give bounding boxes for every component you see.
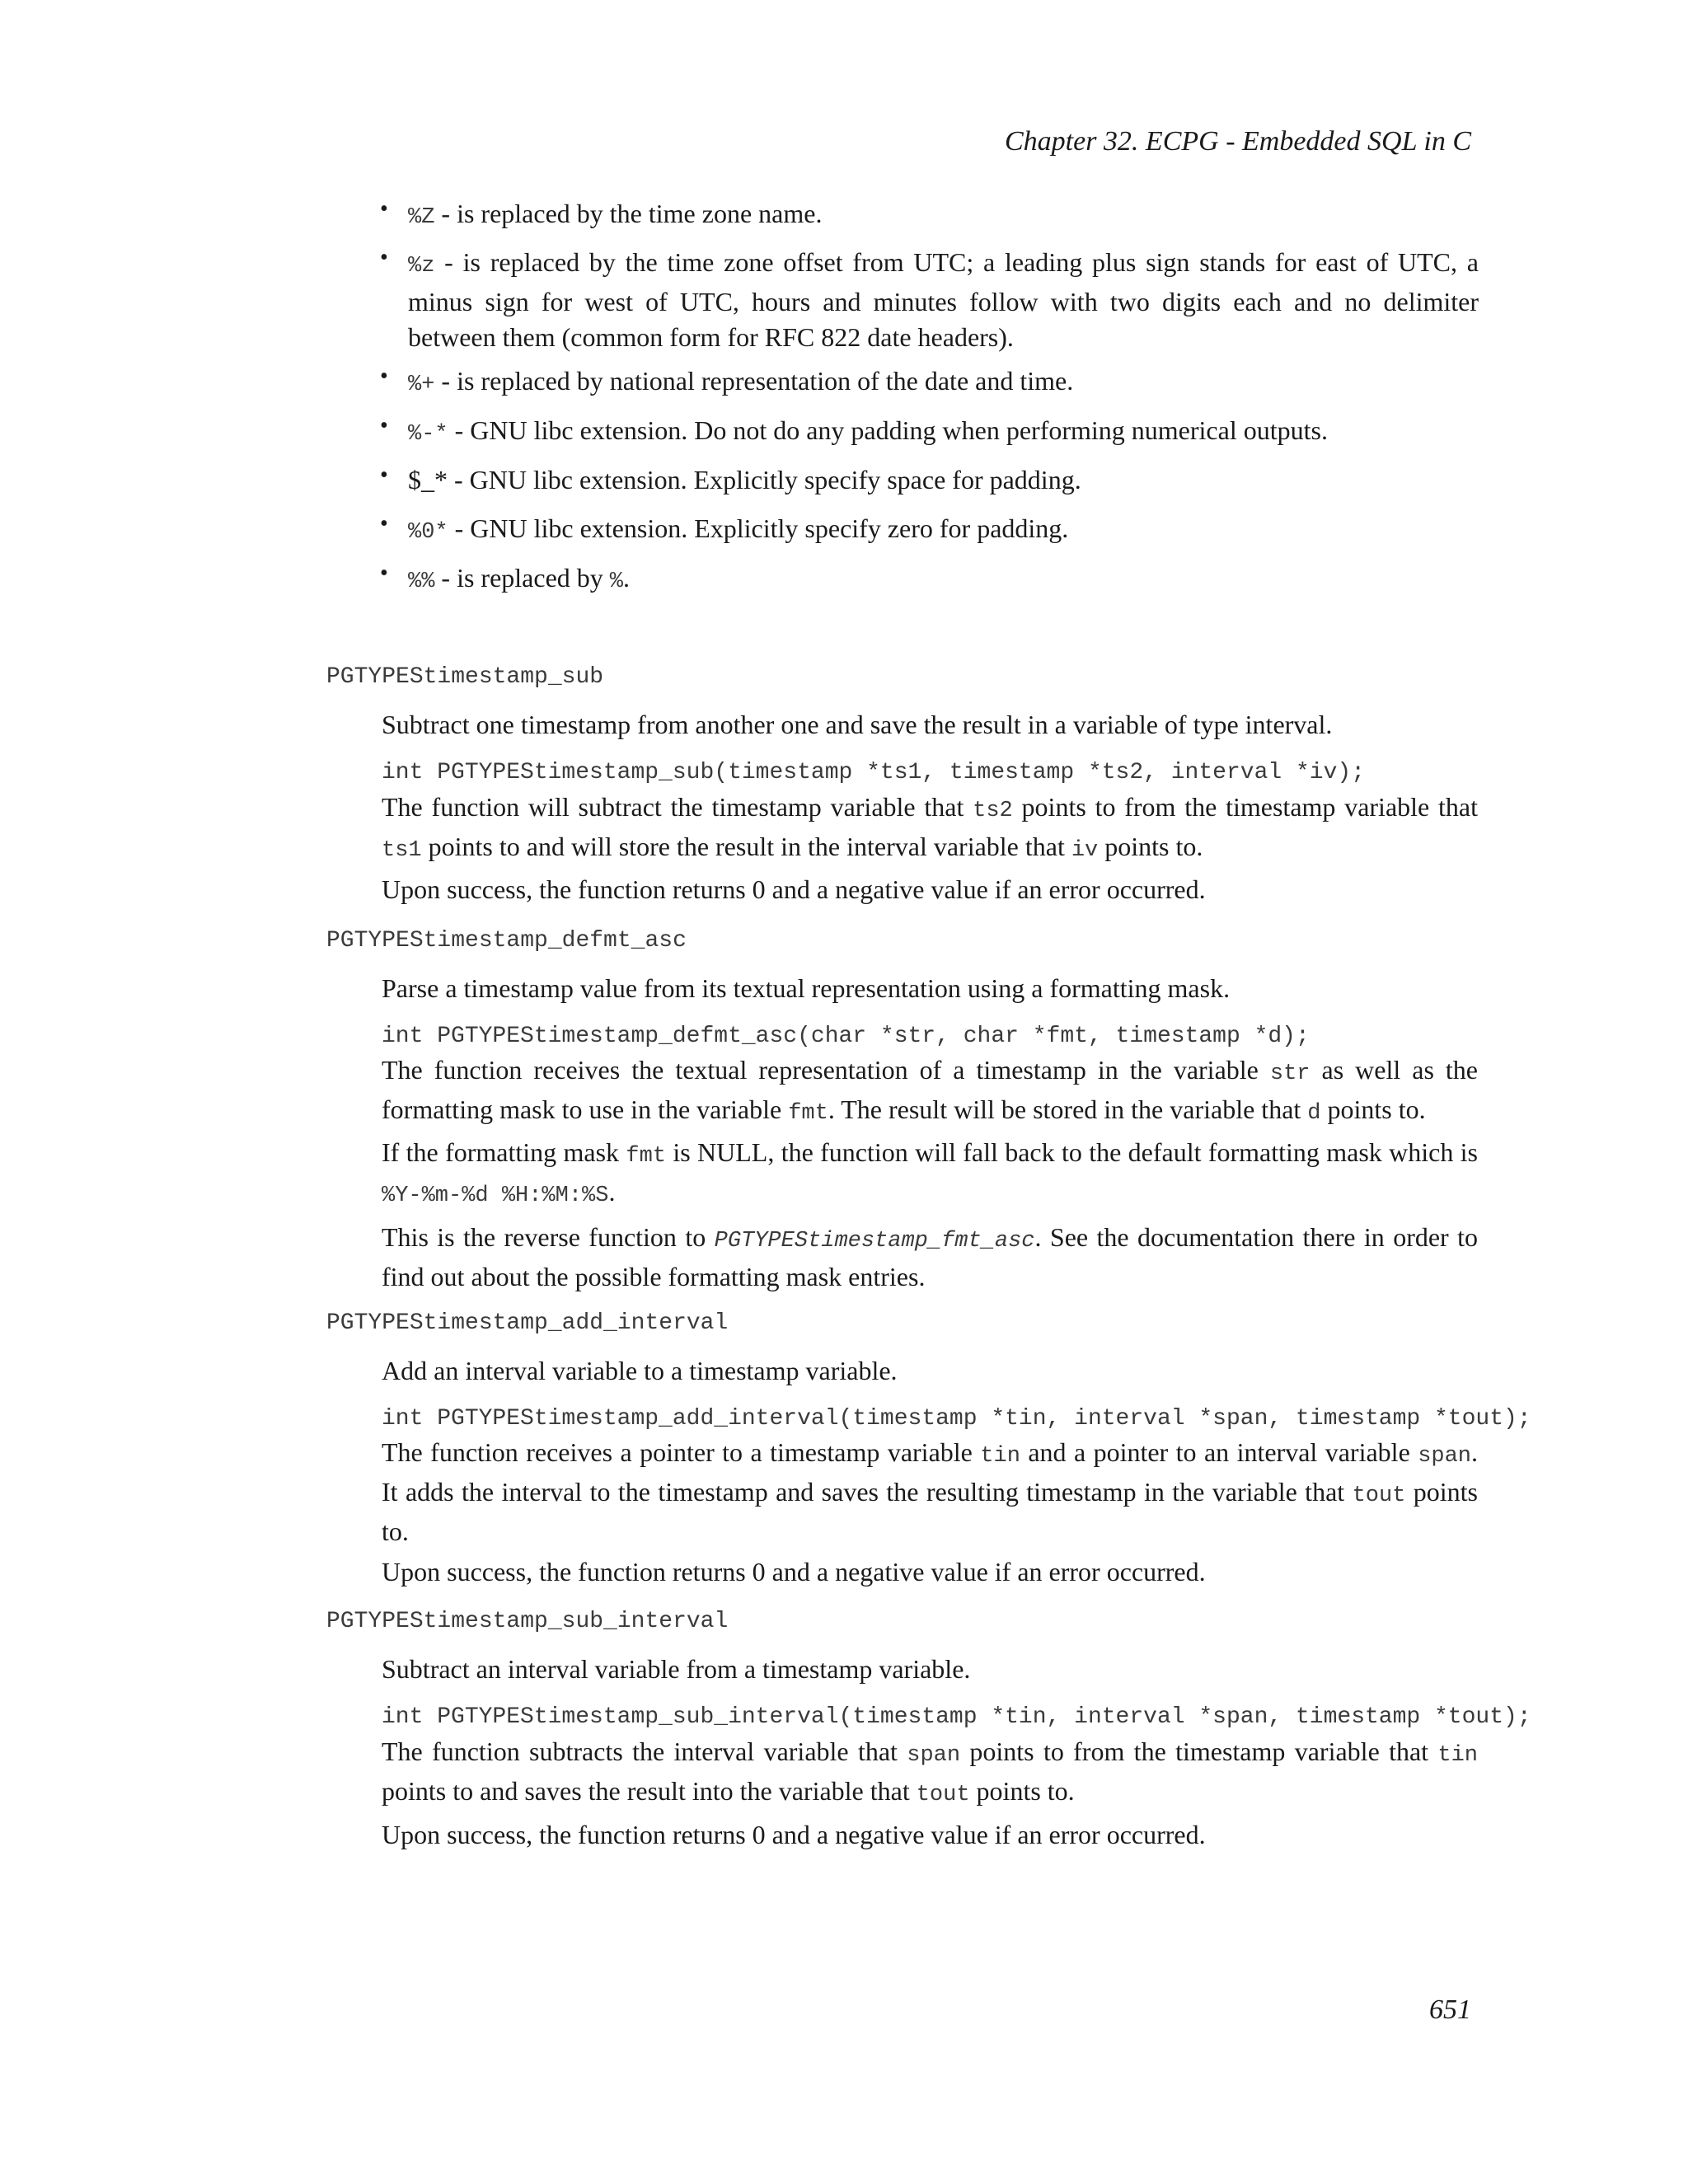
text-run: . — [608, 1177, 616, 1207]
list-item-text: - is replaced by the time zone name. — [434, 199, 823, 228]
parameter-code: tin — [980, 1444, 1020, 1469]
function-summary: Subtract an interval variable from a timestamp variable. — [382, 1654, 971, 1684]
text-run: The function subtracts the interval variable that — [382, 1736, 907, 1766]
parameter-code: span — [907, 1743, 961, 1768]
text-run: This is the reverse function to — [382, 1222, 715, 1252]
text-run: is NULL, the function will fall back to the default formatting mask which is — [666, 1137, 1479, 1167]
function-description — [382, 1052, 1478, 1132]
function-note — [382, 1220, 1478, 1295]
function-description — [382, 1734, 1478, 1813]
function-synopsis: int PGTYPEStimestamp_sub_interval(timestamp *tin, interval *span, timestamp *tout); — [382, 1704, 1531, 1730]
text-run: If the formatting mask — [382, 1137, 626, 1167]
cross-reference-link[interactable]: PGTYPEStimestamp_fmt_asc — [714, 1229, 1035, 1254]
text-run: The function receives the textual representation of a timestamp in the variable — [382, 1055, 1270, 1085]
parameter-code: span — [1418, 1444, 1472, 1469]
bullet-icon: • — [380, 511, 388, 537]
list-item-text: . — [622, 563, 630, 593]
text-run: and a pointer to an interval variable — [1020, 1437, 1418, 1467]
format-code: %z — [408, 254, 435, 279]
text-run: . See the documentation there in order to find out about the possible formatting mask entries. — [382, 1222, 1479, 1291]
text-run: points to. — [1098, 832, 1203, 861]
parameter-code: d — [1307, 1101, 1321, 1126]
bullet-icon: • — [380, 245, 388, 270]
parameter-code: ts2 — [973, 799, 1013, 823]
text-run: as well as the formatting mask to use in the variable — [382, 1055, 1478, 1124]
function-return-note: Upon success, the function returns 0 and a negative value if an error occurred. — [382, 1557, 1206, 1586]
text-run: points to from the timestamp variable that — [960, 1736, 1438, 1766]
text-run: . The result will be stored in the variable that — [828, 1094, 1308, 1124]
text-run: The function will subtract the timestamp variable that — [382, 792, 973, 822]
text-run: points to from the timestamp variable that — [1012, 792, 1478, 822]
bullet-icon: • — [380, 196, 388, 222]
function-term: PGTYPEStimestamp_sub — [326, 664, 604, 690]
parameter-code: tout — [1352, 1483, 1406, 1508]
parameter-code: fmt — [626, 1144, 667, 1169]
format-code: %-* — [408, 422, 448, 447]
text-run: points to. — [1320, 1094, 1426, 1124]
text-run: points to and saves the result into the variable that — [382, 1776, 917, 1806]
function-return-note: Upon success, the function returns 0 and a negative value if an error occurred. — [382, 874, 1206, 904]
parameter-code: ts1 — [382, 838, 422, 863]
text-run: points to. — [969, 1776, 1075, 1806]
function-return-note: Upon success, the function returns 0 and a negative value if an error occurred. — [382, 1820, 1206, 1849]
parameter-code: fmt — [788, 1101, 828, 1126]
format-code: %Z — [408, 205, 435, 230]
format-code: %0* — [408, 520, 448, 545]
function-synopsis: int PGTYPEStimestamp_sub(timestamp *ts1, timestamp *ts2, interval *iv); — [382, 760, 1365, 785]
list-item-text: $_* - GNU libc extension. Explicitly specify space for padding. — [408, 465, 1081, 494]
function-term: PGTYPEStimestamp_defmt_asc — [326, 928, 687, 954]
function-note — [382, 1135, 1478, 1214]
parameter-code: tout — [916, 1783, 970, 1807]
format-code: % — [609, 569, 623, 594]
function-term: PGTYPEStimestamp_add_interval — [326, 1310, 729, 1336]
list-item-text: - is replaced by — [434, 563, 610, 593]
bullet-icon: • — [380, 363, 388, 389]
text-run: . It adds the interval to the timestamp and saves the resulting timestamp in the variable that — [382, 1437, 1479, 1507]
format-code: %% — [408, 569, 435, 594]
text-run: points to and will store the result in the interval variable that — [421, 832, 1071, 861]
format-code: %+ — [408, 373, 435, 397]
list-item-text: - GNU libc extension. Explicitly specify zero for padding. — [448, 513, 1069, 543]
text-run: points to. — [382, 1477, 1479, 1546]
page-number: 651 — [1429, 1994, 1471, 2025]
function-term: PGTYPEStimestamp_sub_interval — [326, 1609, 729, 1634]
function-summary: Subtract one timestamp from another one and save the result in a variable of type interval. — [382, 710, 1333, 739]
parameter-code: tin — [1437, 1743, 1479, 1768]
text-run: The function receives a pointer to a timestamp variable — [382, 1437, 981, 1467]
parameter-code: str — [1269, 1062, 1311, 1086]
parameter-code: iv — [1071, 838, 1099, 863]
list-item-text: - GNU libc extension. Do not do any padding when performing numerical outputs. — [448, 415, 1328, 445]
function-synopsis: int PGTYPEStimestamp_defmt_asc(char *str, char *fmt, timestamp *d); — [382, 1024, 1310, 1049]
bullet-icon: • — [380, 413, 388, 438]
format-mask-code: %Y-%m-%d %H:%M:%S — [382, 1183, 609, 1208]
list-item-text: - is replaced by the time zone offset from UTC; a leading plus sign stands for east of UTC, a minus sign for west of UTC, hours and minutes follow with two digits each and no delimiter between them (common form for RFC 822 date headers). — [408, 247, 1479, 352]
function-summary: Parse a timestamp value from its textual representation using a formatting mask. — [382, 973, 1231, 1003]
list-item-text: - is replaced by national representation of the date and time. — [434, 366, 1074, 396]
bullet-icon: • — [380, 560, 388, 586]
function-synopsis: int PGTYPEStimestamp_add_interval(timestamp *tin, interval *span, timestamp *tout); — [382, 1406, 1531, 1432]
bullet-icon: • — [380, 462, 388, 488]
function-description — [382, 1435, 1478, 1549]
function-summary: Add an interval variable to a timestamp variable. — [382, 1356, 898, 1385]
function-description — [382, 790, 1478, 869]
running-header: Chapter 32. ECPG - Embedded SQL in C — [1004, 126, 1471, 157]
